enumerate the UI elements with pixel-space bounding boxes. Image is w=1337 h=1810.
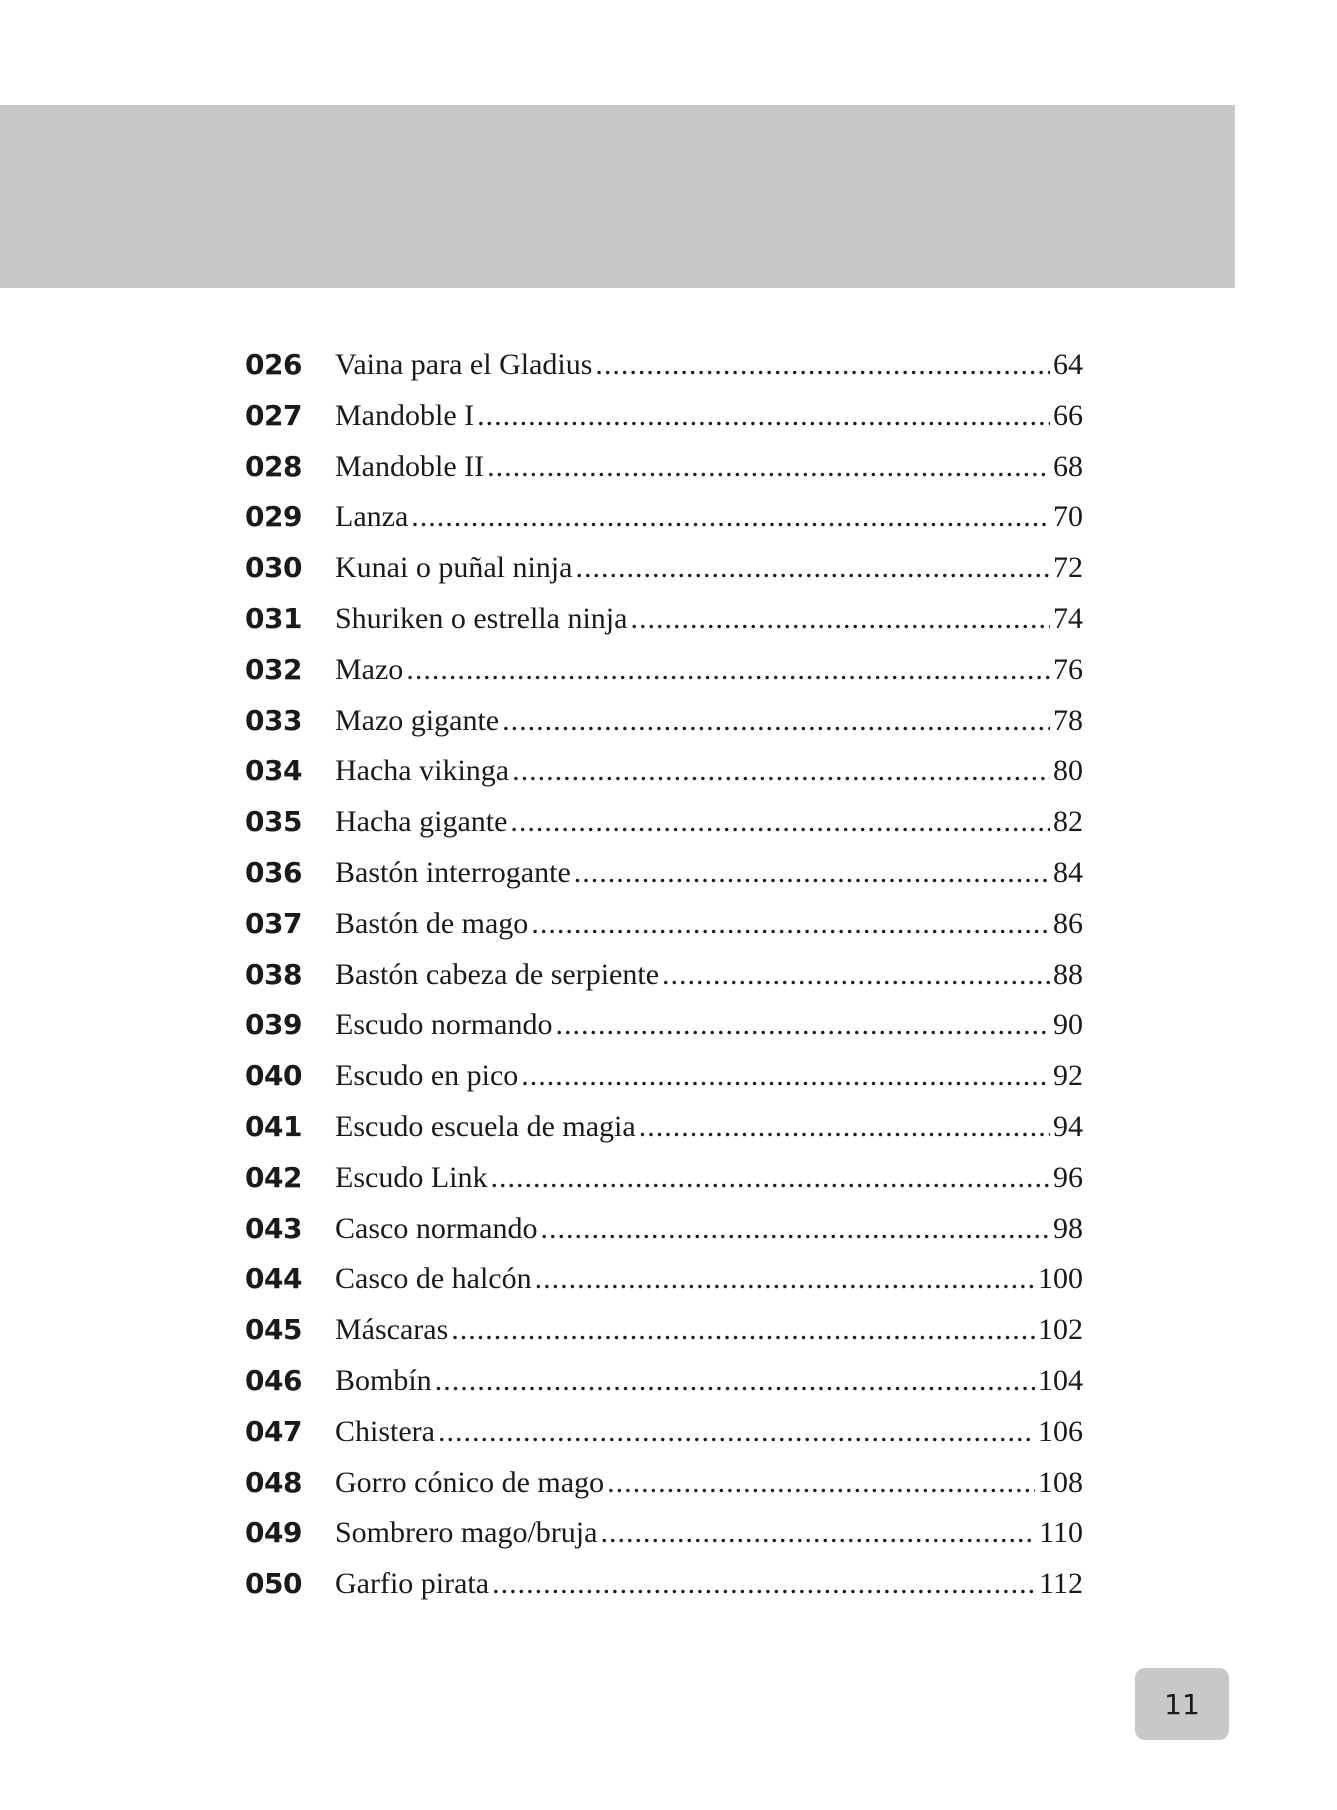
dot-leader (512, 754, 1050, 788)
entry-title: Mandoble II (335, 449, 485, 483)
toc-entry (245, 805, 1083, 856)
dot-leader (600, 1516, 1036, 1550)
entry-page: 102 (1038, 1313, 1083, 1347)
toc-entry (245, 602, 1083, 653)
entry-page: 84 (1053, 855, 1083, 889)
entry-number: 026 (245, 348, 302, 381)
entry-number: 042 (245, 1160, 302, 1194)
entry-number: 035 (245, 805, 302, 839)
entry-page: 112 (1039, 1567, 1083, 1601)
entry-title: Hacha vikinga (335, 754, 510, 788)
entry-number: 044 (245, 1262, 302, 1296)
dot-leader (595, 348, 1050, 382)
toc-entry (245, 1212, 1083, 1263)
entry-title: Bastón cabeza de serpiente (335, 957, 660, 991)
page-number-badge (1135, 1668, 1229, 1740)
dot-leader (487, 450, 1050, 484)
dot-leader (510, 805, 1050, 839)
entry-number: 030 (245, 551, 302, 585)
toc-entry (245, 1262, 1083, 1313)
entry-title: Mazo (335, 652, 404, 686)
entry-title: Escudo en pico (335, 1059, 519, 1093)
entry-title: Sombrero mago/bruja (335, 1516, 598, 1550)
dot-leader (406, 653, 1050, 687)
entry-number: 046 (245, 1363, 302, 1397)
entry-page: 82 (1053, 805, 1083, 839)
entry-page: 86 (1053, 906, 1083, 940)
dot-leader (451, 1313, 1035, 1347)
dot-leader (490, 1161, 1050, 1195)
entry-number: 031 (245, 601, 302, 635)
entry-number: 049 (245, 1516, 302, 1550)
entry-page: 108 (1038, 1465, 1083, 1499)
entry-title: Shuriken o estrella ninja (335, 601, 628, 635)
dot-leader (662, 958, 1050, 992)
entry-page: 80 (1053, 754, 1083, 788)
entry-page: 78 (1053, 703, 1083, 737)
entry-title: Casco normando (335, 1211, 538, 1245)
toc-entry (245, 1313, 1083, 1364)
entry-page: 110 (1039, 1516, 1083, 1550)
dot-leader (555, 1008, 1050, 1042)
table-of-contents (245, 348, 1083, 1618)
toc-entry (245, 1008, 1083, 1059)
dot-leader (540, 1212, 1050, 1246)
entry-title: Garfio pirata (335, 1567, 490, 1601)
entry-number: 028 (245, 449, 302, 483)
dot-leader (630, 602, 1050, 636)
entry-number: 043 (245, 1211, 302, 1245)
entry-title: Escudo normando (335, 1008, 553, 1042)
toc-entry (245, 1161, 1083, 1212)
entry-page: 66 (1053, 398, 1083, 432)
dot-leader (531, 907, 1050, 941)
entry-number: 029 (245, 500, 302, 534)
toc-entry (245, 907, 1083, 958)
entry-title: Escudo escuela de magia (335, 1109, 636, 1143)
toc-entry (245, 399, 1083, 450)
entry-page: 96 (1053, 1160, 1083, 1194)
entry-title: Bastón de mago (335, 906, 529, 940)
toc-entry (245, 653, 1083, 704)
entry-number: 047 (245, 1414, 302, 1448)
toc-entry (245, 500, 1083, 551)
entry-page: 92 (1053, 1059, 1083, 1093)
dot-leader (607, 1466, 1035, 1500)
entry-page: 88 (1053, 957, 1083, 991)
entry-title: Bastón interrogante (335, 855, 571, 889)
entry-title: Lanza (335, 500, 409, 534)
toc-entry (245, 754, 1083, 805)
page-number: 11 (1164, 1687, 1200, 1721)
entry-page: 98 (1053, 1211, 1083, 1245)
dot-leader (411, 500, 1050, 534)
entry-page: 72 (1053, 551, 1083, 585)
dot-leader (639, 1110, 1050, 1144)
toc-entry (245, 1415, 1083, 1466)
dot-leader (521, 1059, 1050, 1093)
entry-page: 76 (1053, 652, 1083, 686)
entry-title: Máscaras (335, 1313, 449, 1347)
toc-entry (245, 1059, 1083, 1110)
toc-entry (245, 348, 1083, 399)
dot-leader (492, 1567, 1036, 1601)
toc-entry (245, 1110, 1083, 1161)
dot-leader (502, 704, 1050, 738)
dot-leader (535, 1262, 1035, 1296)
toc-entry (245, 1567, 1083, 1618)
entry-number: 038 (245, 957, 302, 991)
toc-entry (245, 704, 1083, 755)
toc-entry (245, 958, 1083, 1009)
entry-title: Hacha gigante (335, 805, 508, 839)
entry-number: 036 (245, 855, 302, 889)
dot-leader (435, 1364, 1035, 1398)
entry-page: 100 (1038, 1262, 1083, 1296)
entry-title: Gorro cónico de mago (335, 1465, 605, 1499)
entry-title: Escudo Link (335, 1160, 488, 1194)
entry-title: Mandoble I (335, 398, 475, 432)
toc-entry (245, 1516, 1083, 1567)
entry-number: 027 (245, 398, 302, 432)
dot-leader (574, 856, 1050, 890)
entry-number: 040 (245, 1059, 302, 1093)
entry-title: Bombín (335, 1363, 432, 1397)
entry-number: 032 (245, 652, 302, 686)
toc-entry (245, 551, 1083, 602)
entry-page: 94 (1053, 1109, 1083, 1143)
entry-title: Casco de halcón (335, 1262, 532, 1296)
entry-title: Mazo gigante (335, 703, 500, 737)
entry-number: 048 (245, 1465, 302, 1499)
entry-page: 64 (1053, 348, 1083, 381)
toc-entry (245, 856, 1083, 907)
entry-page: 104 (1038, 1363, 1083, 1397)
entry-page: 70 (1053, 500, 1083, 534)
entry-number: 045 (245, 1313, 302, 1347)
dot-leader (477, 399, 1050, 433)
entry-number: 041 (245, 1109, 302, 1143)
entry-title: Kunai o puñal ninja (335, 551, 573, 585)
toc-entry (245, 1466, 1083, 1517)
entry-page: 90 (1053, 1008, 1083, 1042)
dot-leader (438, 1415, 1035, 1449)
dot-leader (575, 551, 1050, 585)
toc-entry (245, 450, 1083, 501)
entry-title: Vaina para el Gladius (335, 348, 593, 381)
entry-page: 106 (1038, 1414, 1083, 1448)
entry-number: 050 (245, 1567, 302, 1601)
entry-page: 68 (1053, 449, 1083, 483)
entry-title: Chistera (335, 1414, 435, 1448)
entry-number: 034 (245, 754, 302, 788)
entry-number: 033 (245, 703, 302, 737)
header-band (0, 105, 1235, 288)
entry-number: 039 (245, 1008, 302, 1042)
entry-number: 037 (245, 906, 302, 940)
toc-entry (245, 1364, 1083, 1415)
entry-page: 74 (1053, 601, 1083, 635)
